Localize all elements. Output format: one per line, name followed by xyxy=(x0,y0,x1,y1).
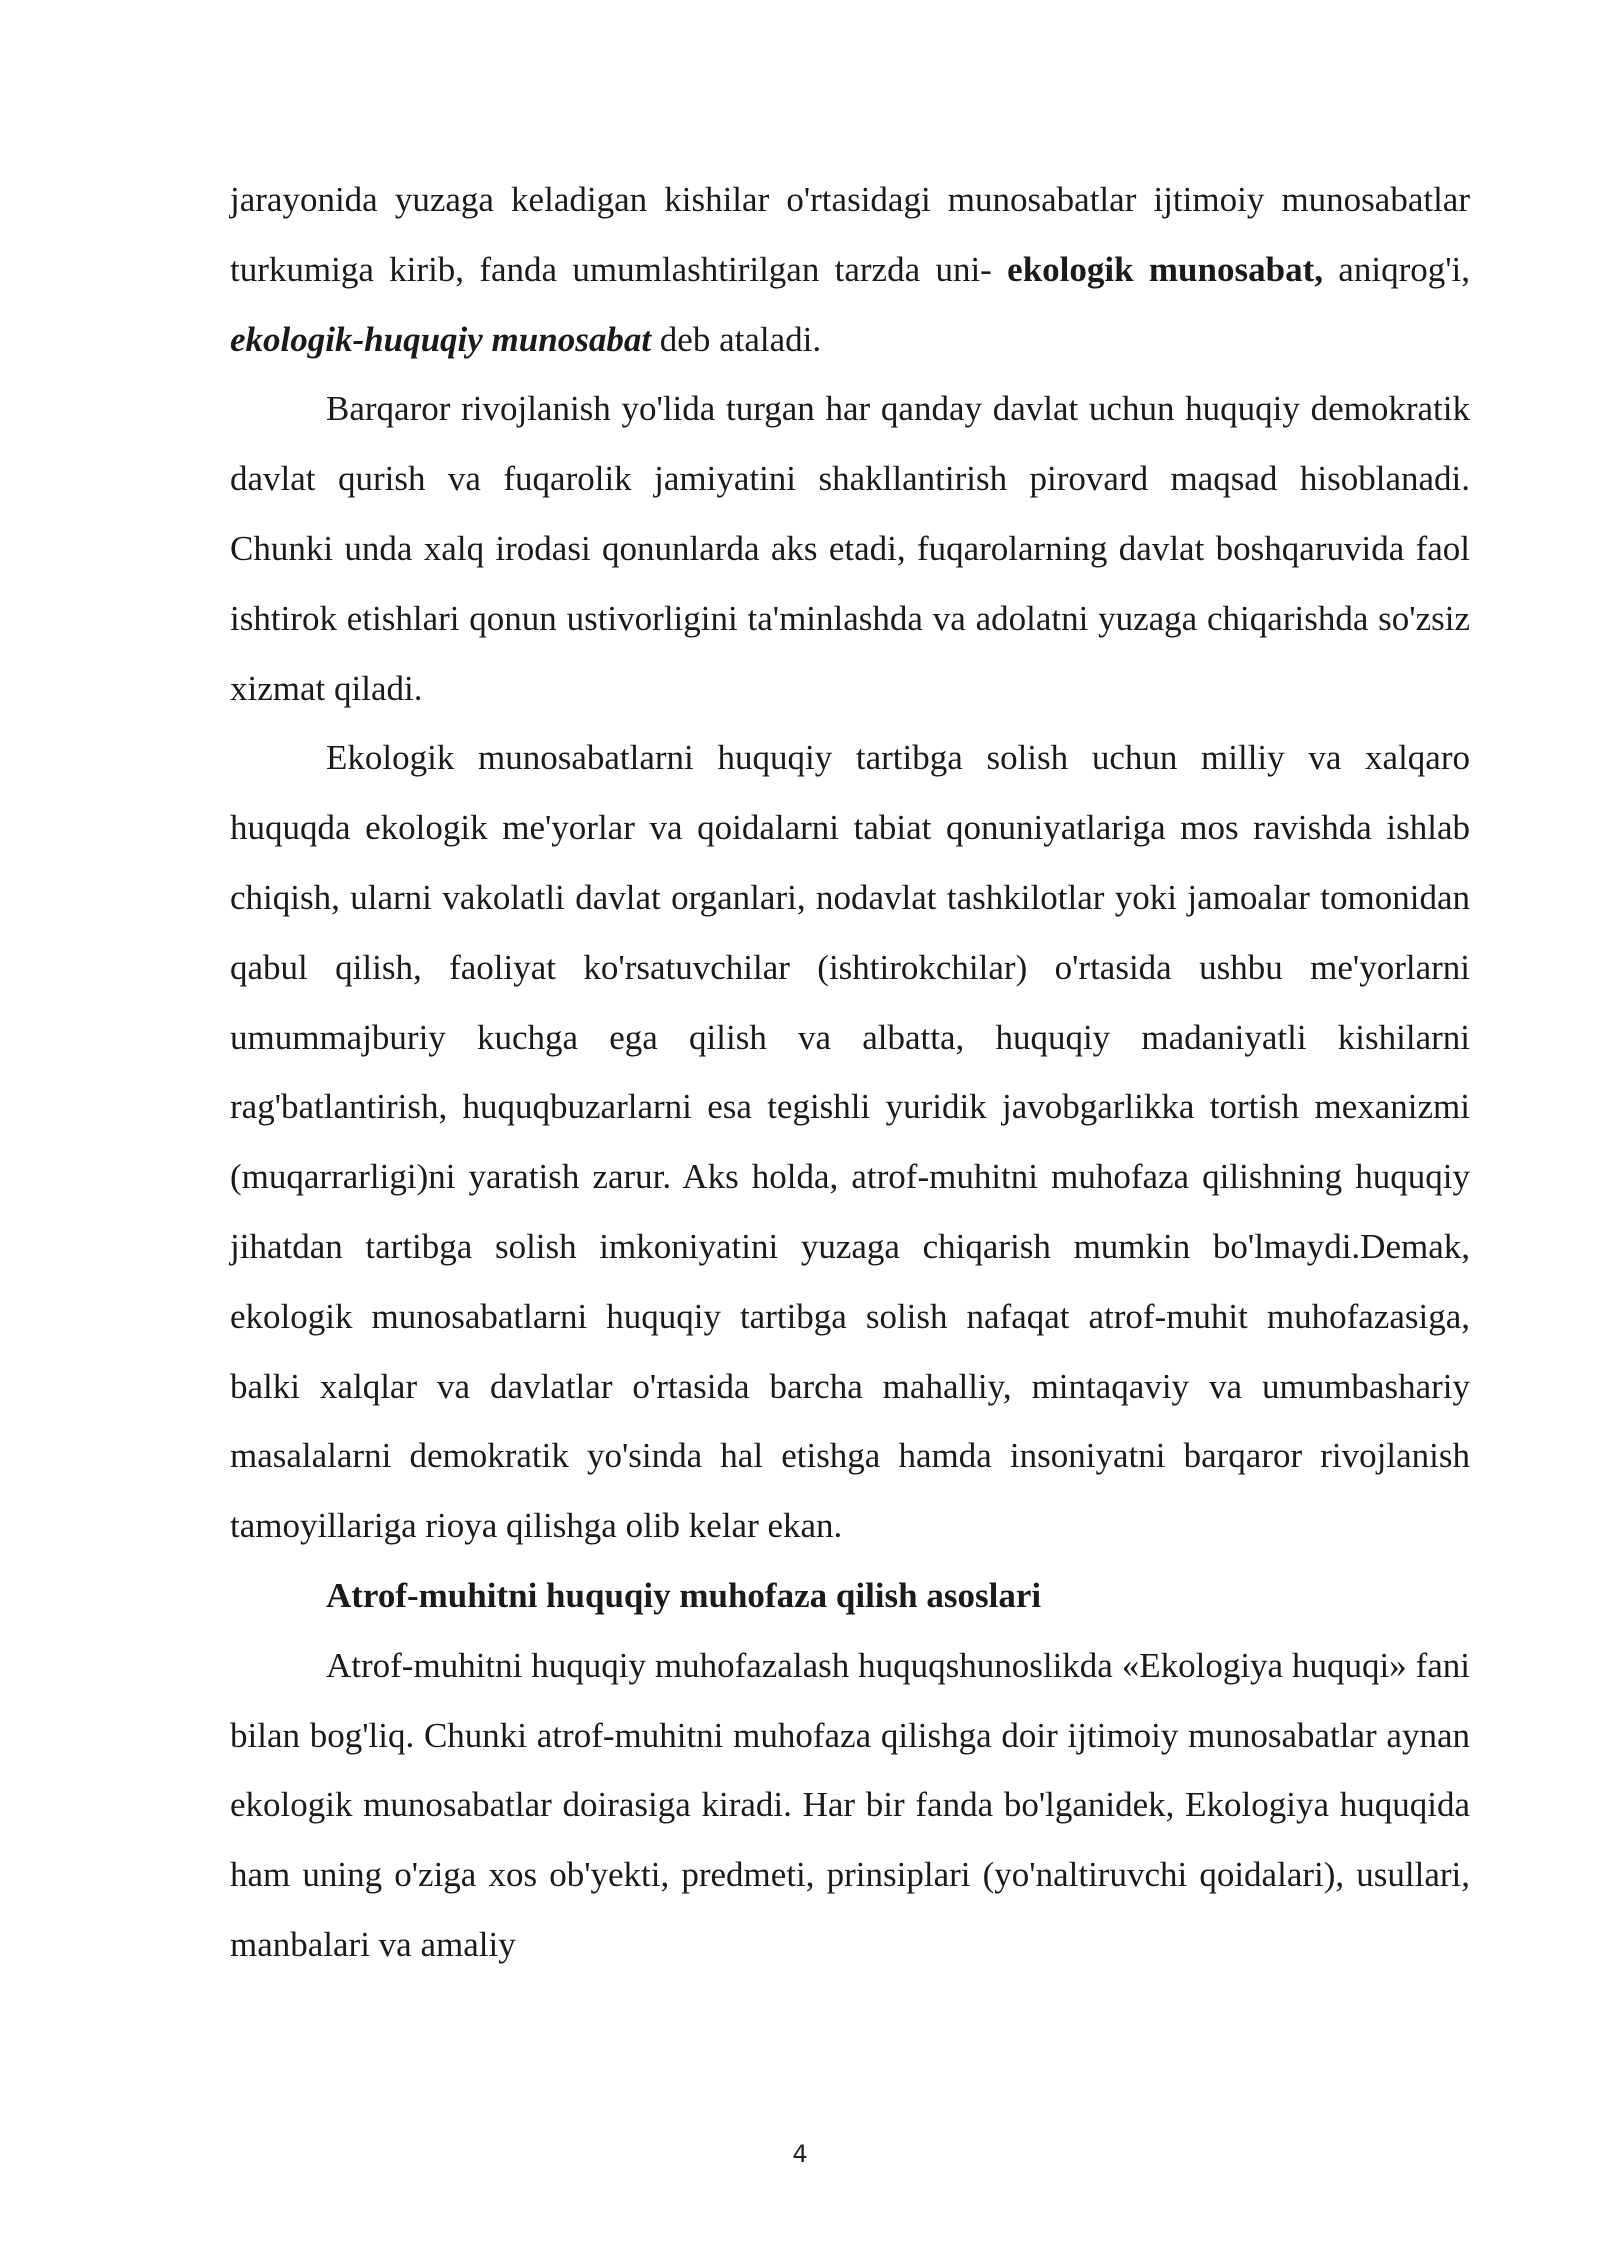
page-content xyxy=(230,165,1470,1980)
paragraph-4: Atrof-muhitni huquqiy muhofazalash huquqshunoslikda «Ekologiya huquqi» fani bilan bog'liq. Chunki atrof-muhitni muhofaza qilishga doir ijtimoiy munosabatlar aynan ekologik munosabatlar doirasiga kiradi. Har bir fanda bo'lganidek, Ekologiya huquqida ham uning o'ziga xos ob'yekti, predmeti, prinsiplari (yo'naltiruvchi qoidalari), usullari, manbalari va amaliy xyxy=(230,1645,1470,1964)
paragraph-3: Ekologik munosabatlarni huquqiy tartibga solish uchun milliy va xalqaro huquqda ekologik me'yorlar va qoidalarni tabiat qonuniyatlariga mos ravishda ishlab chiqish, ularni vakolatli davlat organlari, nodavlat tashkilotlar yoki jamoalar tomonidan qabul qilish, faoliyat ko'rsatuvchilar (ishtirokchilar) o'rtasida ushbu me'yorlarni umummajburiy kuchga ega qilish va albatta, huquqiy madaniyatli kishilarni rag'batlantirish, huquqbuzarlarni esa tegishli yuridik javobgarlikka tortish mexanizmi (muqarrarligi)ni yaratish zarur. Aks holda, atrof-muhitni muhofaza qilishning huquqiy jihatdan tartibga solish imkoniyatini yuzaga chiqarish mumkin bo'lmaydi.Demak, ekologik munosabatlarni huquqiy tartibga solish nafaqat atrof-muhit muhofazasiga, balki xalqlar va davlatlar o'rtasida barcha mahalliy, mintaqaviy va umumbashariy masalalarni demokratik yo'sinda hal etishga hamda insoniyatni barqaror rivojlanish tamoyillariga rioya qilishga olib kelar ekan. xyxy=(230,738,1470,1546)
paragraph-1-text-c: deb ataladi. xyxy=(651,319,822,359)
term-ekologik-huquqiy-munosabat: ekologik-huquqiy munosabat xyxy=(230,319,652,359)
paragraph-1 xyxy=(230,165,1470,374)
paragraph-2: Barqaror rivojlanish yo'lida turgan har qanday davlat uchun huquqiy demokratik davlat qurish va fuqarolik jamiyatini shakllantirish pirovard maqsad hisoblanadi. Chunki unda xalq irodasi qonunlarda aks etadi, fuqarolarning davlat boshqaruvida faol ishtirok etishlari qonun ustivorligini ta'minlashda va adolatni yuzaga chiqarishda so'zsiz xizmat qiladi. xyxy=(230,389,1470,708)
paragraph-1-text-b: aniqrog'i, xyxy=(1322,249,1471,289)
term-ekologik-munosabat: ekologik munosabat, xyxy=(1007,249,1323,289)
section-heading: Atrof-muhitni huquqiy muhofaza qilish asoslari xyxy=(326,1575,1042,1615)
paragraph-1-text-a: jarayonida yuzaga keladigan kishilar o'rtasidagi munosabatlar ijtimoiy munosabatlar turkumiga kirib, fanda umumlashtirilgan tarzda uni- xyxy=(230,180,1470,289)
page-number: 4 xyxy=(792,2140,808,2168)
